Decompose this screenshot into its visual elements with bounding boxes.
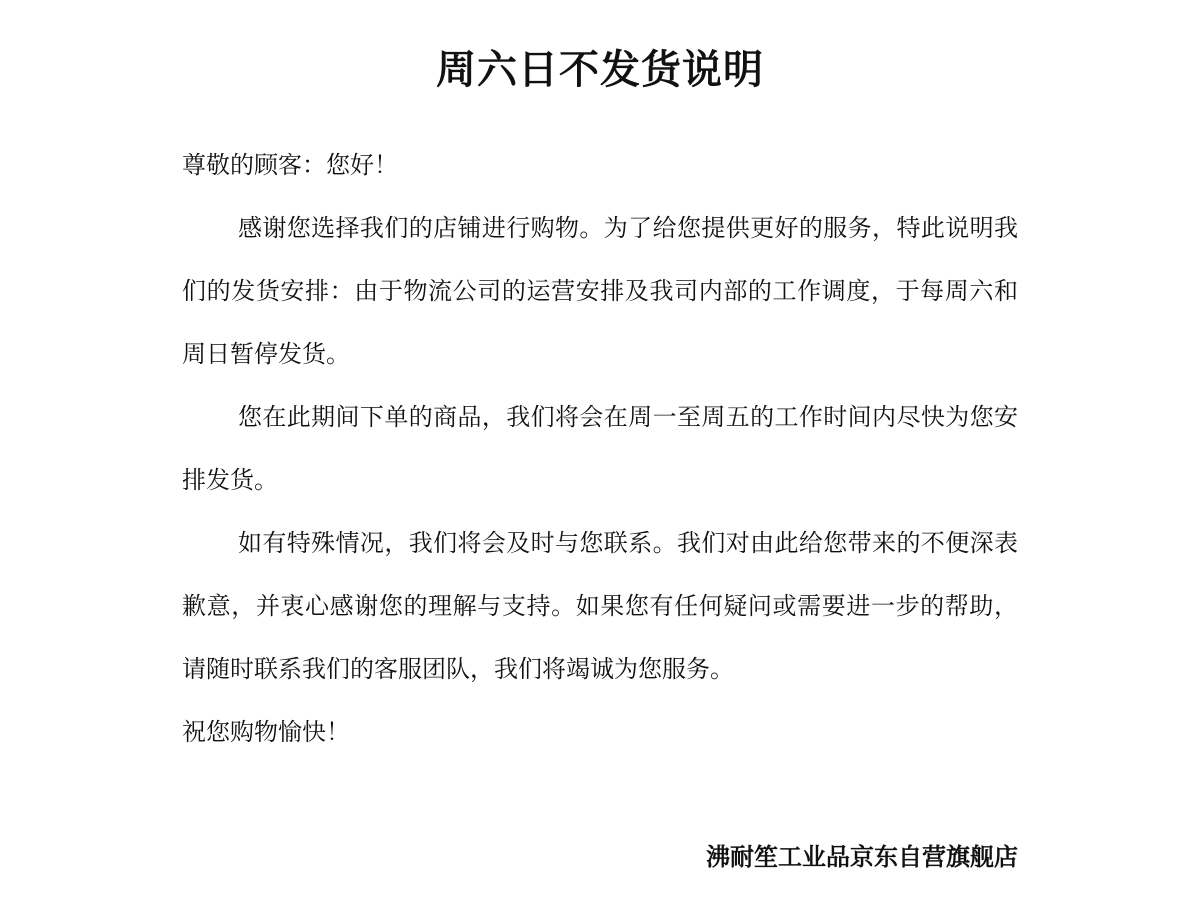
store-signature: 沸耐笙工业品京东自营旗舰店 [706, 843, 1018, 871]
paragraph-shipping-schedule: 感谢您选择我们的店铺进行购物。为了给您提供更好的服务，特此说明我们的发货安排：由于物流公司的运营安排及我司内部的工作调度，于每周六和周日暂停发货。 [182, 214, 1018, 368]
greeting: 尊敬的顾客：您好！ [182, 151, 398, 179]
paragraph-apology-contact: 如有特殊情况，我们将会及时与您联系。我们对由此给您带来的不便深表歉意，并衷心感谢您的理解与支持。如果您有任何疑问或需要进一步的帮助，请随时联系我们的客服团队，我们将竭诚为您服务。 [182, 529, 1018, 683]
closing-wish: 祝您购物愉快！ [182, 718, 350, 746]
notice-body [182, 134, 1018, 764]
notice-title: 周六日不发货说明 [436, 47, 764, 93]
paragraph-weekday-delivery: 您在此期间下单的商品，我们将会在周一至周五的工作时间内尽快为您安排发货。 [182, 403, 1018, 494]
